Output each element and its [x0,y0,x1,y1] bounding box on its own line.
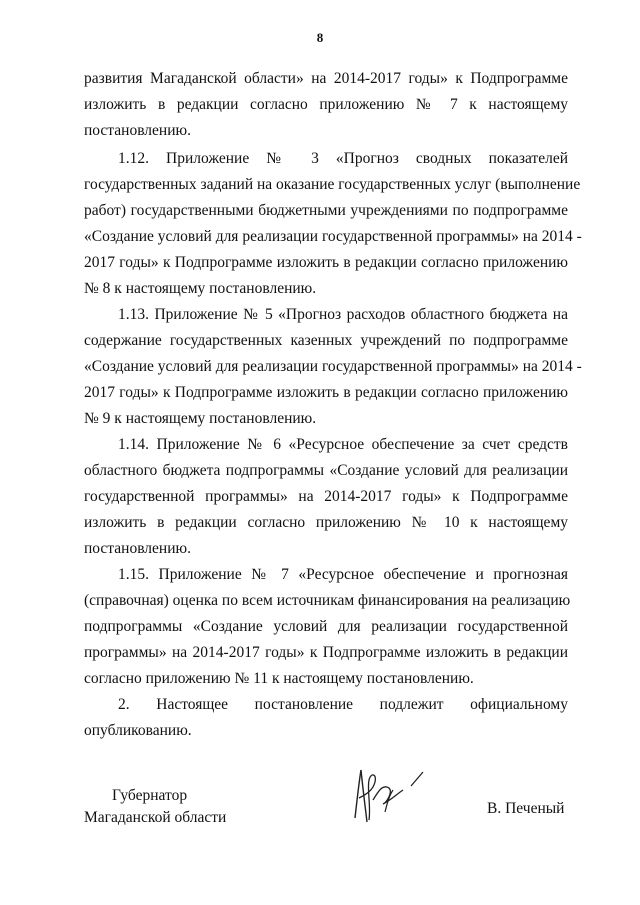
paragraph-2 [84,692,568,744]
signer-name: В. Печеный [487,800,565,817]
text-line: постановлению. [84,540,191,557]
text-line: (справочная) оценка по всем источникам финансирования на реализацию [84,592,571,609]
text-line: 1.14. Приложение № 6 «Ресурсное обеспечение за счет средств [118,436,568,453]
text-line: областного бюджета подпрограммы «Создание условий для реализации [84,462,568,479]
text-line: 1.13. Приложение № 5 «Прогноз расходов областного бюджета на [118,306,568,323]
signatory-title-line: Магаданской области [84,809,227,826]
text-line: содержание государственных казенных учреждений по подпрограмме [84,332,568,349]
text-line: 2. Настоящее постановление подлежит официальному [118,696,568,713]
text-line: государственной программы» на 2014-2017 годы» к Подпрограмме [84,488,568,505]
text-line: развития Магаданской области» на 2014-2017 годы» к Подпрограмме [84,70,568,87]
paragraph-continuation [84,66,568,144]
text-line: программы» на 2014-2017 годы» к Подпрограмме изложить в редакции [84,644,568,661]
page-number: 8 [316,30,324,45]
text-line: «Создание условий для реализации государственной программы» на 2014 - [84,358,582,375]
signatory-title [84,785,226,829]
text-line: согласно приложению № 11 к настоящему постановлению. [84,670,474,687]
text-line: подпрограммы «Создание условий для реализации государственной [84,618,568,635]
paragraph-1-12 [84,146,582,302]
paragraph-1-14 [84,432,568,562]
text-line: «Создание условий для реализации государственной программы» на 2014 - [84,228,582,245]
text-line: № 8 к настоящему постановлению. [84,280,317,297]
paragraph-1-13 [84,302,582,432]
signatory-title-line: Губернатор [112,787,188,804]
text-line: государственных заданий на оказание государственных услуг (выполнение [84,176,581,193]
text-line: постановлению. [84,122,191,139]
text-line: № 9 к настоящему постановлению. [84,410,317,427]
text-line: 2017 годы» к Подпрограмме изложить в редакции согласно приложению [84,384,568,401]
text-line: 1.12. Приложение № 3 «Прогноз сводных показателей [118,150,568,167]
text-line: изложить в редакции согласно приложению № 10 к настоящему [84,514,568,531]
text-line: опубликованию. [84,722,192,739]
text-line: 1.15. Приложение № 7 «Ресурсное обеспечение и прогнозная [118,566,568,583]
text-line: изложить в редакции согласно приложению № 7 к настоящему [84,96,568,113]
text-line: работ) государственными бюджетными учреждениями по подпрограмме [84,202,568,219]
text-line: 2017 годы» к Подпрограмме изложить в редакции согласно приложению [84,254,568,271]
paragraph-1-15 [84,562,571,692]
handwritten-signature [345,760,435,830]
